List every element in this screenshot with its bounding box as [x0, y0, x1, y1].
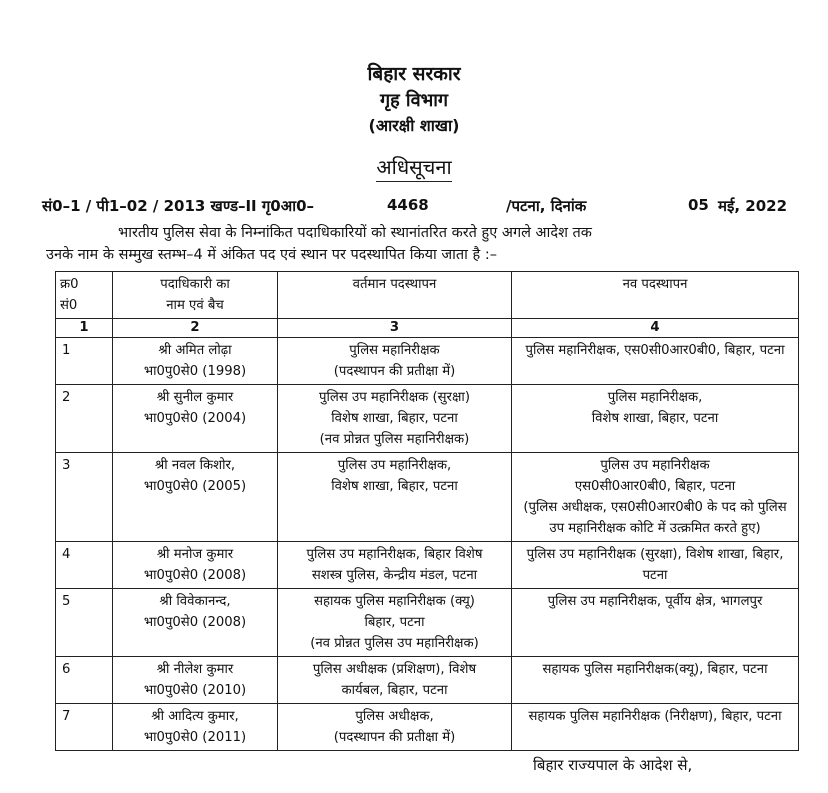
- table-row: [56, 589, 799, 657]
- officer-batch: भा0पु0से0 (2004): [143, 411, 247, 426]
- current-posting-cell: [278, 704, 512, 751]
- new-posting-cell: [512, 657, 799, 704]
- current-posting-line: पुलिस अधीक्षक,: [355, 709, 434, 724]
- current-posting-line: पुलिस अधीक्षक (प्रशिक्षण), विशेष: [312, 662, 477, 677]
- officer-name: श्री आदित्य कुमार,: [151, 709, 239, 724]
- officer-batch: भा0पु0से0 (2010): [143, 683, 247, 698]
- current-posting-cell: [278, 657, 512, 704]
- table-row: [56, 657, 799, 704]
- current-posting-line: (पदस्थापन की प्रतीक्षा में): [333, 364, 456, 379]
- transfer-table: [55, 271, 799, 751]
- current-posting-line: पुलिस उप महानिरीक्षक (सुरक्षा): [319, 390, 470, 405]
- column-number: 3: [278, 319, 512, 338]
- header-officer-line: पदाधिकारी का: [160, 277, 230, 292]
- serial-cell: 7: [56, 704, 113, 751]
- intro-line-2: उनके नाम के सम्मुख स्तम्भ–4 में अंकित पद एवं स्थान पर पदस्थापित किया जाता है :–: [46, 247, 497, 263]
- column-number: 4: [512, 319, 799, 338]
- new-posting-cell: [512, 385, 799, 453]
- table-row: [56, 385, 799, 453]
- new-posting-cell: [512, 542, 799, 589]
- serial-cell: 2: [56, 385, 113, 453]
- current-posting-line: (पदस्थापन की प्रतीक्षा में): [333, 730, 456, 745]
- officer-cell: [113, 542, 278, 589]
- officer-name: श्री विवेकानन्द,: [159, 594, 231, 609]
- new-posting-line: पुलिस महानिरीक्षक,: [607, 390, 703, 405]
- header-officer: [113, 272, 278, 319]
- header-officer-line: नाम एवं बैच: [166, 298, 224, 313]
- officer-name: श्री नवल किशोर,: [154, 458, 236, 473]
- header-current-posting: वर्तमान पदस्थापन: [278, 272, 512, 319]
- notification-title: [0, 153, 828, 180]
- table-row: [56, 542, 799, 589]
- current-posting-line: (नव प्रोन्नत पुलिस उप महानिरीक्षक): [310, 636, 479, 651]
- intro-paragraph: [46, 222, 798, 266]
- current-posting-cell: [278, 453, 512, 542]
- table-header-row: [56, 272, 799, 319]
- officer-batch: भा0पु0से0 (2008): [143, 568, 247, 583]
- new-posting-cell: [512, 338, 799, 385]
- officer-name: श्री अमित लोढ़ा: [158, 343, 232, 358]
- current-posting-line: सहायक पुलिस महानिरीक्षक (क्यू): [314, 594, 475, 609]
- current-posting-line: पुलिस उप महानिरीक्षक, बिहार विशेष: [306, 547, 483, 562]
- reference-number: सं0–1 / पी1–02 / 2013 खण्ड–II गृ0आ0–: [42, 197, 314, 215]
- new-posting-line: पुलिस उप महानिरीक्षक, पूर्वीय क्षेत्र, भागलपुर: [547, 594, 763, 609]
- department-heading: गृह विभाग: [379, 90, 449, 111]
- notification-title-text: अधिसूचना: [376, 155, 451, 182]
- government-heading: बिहार सरकार: [367, 63, 461, 85]
- new-posting-line: सहायक पुलिस महानिरीक्षक(क्यू), बिहार, पटना: [542, 662, 768, 677]
- header-serial-line: सं0: [60, 298, 78, 313]
- new-posting-line: (पुलिस अधीक्षक, एस0सी0आर0बी0 के पद को पुलिस: [523, 500, 787, 515]
- current-posting-line: पुलिस उप महानिरीक्षक,: [337, 458, 452, 473]
- current-posting-line: सशस्त्र पुलिस, केन्द्रीय मंडल, पटना: [311, 568, 478, 583]
- officer-cell: [113, 385, 278, 453]
- header-serial-line: क्र0: [60, 277, 79, 292]
- serial-cell: 5: [56, 589, 113, 657]
- column-number: 1: [56, 319, 113, 338]
- officer-name: श्री नीलेश कुमार: [156, 662, 234, 677]
- new-posting-cell: [512, 704, 799, 751]
- new-posting-line: सहायक पुलिस महानिरीक्षक (निरीक्षण), बिहार, पटना: [528, 709, 782, 724]
- new-posting-line: पुलिस महानिरीक्षक, एस0सी0आर0बी0, बिहार, पटना: [525, 343, 785, 358]
- table-row: [56, 704, 799, 751]
- date-month-year: मई, 2022: [718, 197, 788, 215]
- serial-cell: 6: [56, 657, 113, 704]
- serial-cell: 4: [56, 542, 113, 589]
- table-row: [56, 338, 799, 385]
- column-number: 2: [113, 319, 278, 338]
- branch-heading: (आरक्षी शाखा): [368, 116, 460, 135]
- serial-cell: 1: [56, 338, 113, 385]
- new-posting-cell: [512, 453, 799, 542]
- current-posting-line: विशेष शाखा, बिहार, पटना: [331, 479, 458, 494]
- signature-line: बिहार राज्यपाल के आदेश से,: [533, 756, 693, 774]
- current-posting-line: बिहार, पटना: [364, 615, 425, 630]
- new-posting-line: पुलिस उप महानिरीक्षक: [600, 458, 710, 473]
- officer-cell: [113, 589, 278, 657]
- header-new-posting: नव पदस्थापन: [512, 272, 799, 319]
- current-posting-cell: [278, 589, 512, 657]
- officer-name: श्री मनोज कुमार: [156, 547, 234, 562]
- current-posting-cell: [278, 385, 512, 453]
- current-posting-line: पुलिस महानिरीक्षक: [349, 343, 440, 358]
- officer-cell: [113, 704, 278, 751]
- officer-batch: भा0पु0से0 (2011): [143, 730, 247, 745]
- new-posting-line: विशेष शाखा, बिहार, पटना: [591, 411, 719, 426]
- new-posting-cell: [512, 589, 799, 657]
- date-day: 05: [688, 196, 709, 214]
- current-posting-line: कार्यबल, बिहार, पटना: [341, 683, 448, 698]
- serial-cell: 3: [56, 453, 113, 542]
- current-posting-line: विशेष शाखा, बिहार, पटना: [331, 411, 458, 426]
- new-posting-line: उप महानिरीक्षक कोटि में उत्क्रमित करते हुए): [549, 521, 761, 536]
- intro-line-1: भारतीय पुलिस सेवा के निम्नांकित पदाधिकारियों को स्थानांतरित करते हुए अगले आदेश तक: [118, 225, 592, 241]
- officer-cell: [113, 338, 278, 385]
- new-posting-line: पुलिस उप महानिरीक्षक (सुरक्षा), विशेष शाखा, बिहार,: [526, 547, 784, 562]
- officer-batch: भा0पु0से0 (2005): [143, 479, 247, 494]
- officer-cell: [113, 657, 278, 704]
- officer-batch: भा0पु0से0 (1998): [143, 364, 247, 379]
- column-number-row: [56, 319, 799, 338]
- current-posting-cell: [278, 338, 512, 385]
- officer-name: श्री सुनील कुमार: [156, 390, 234, 405]
- memo-number: 4468: [387, 196, 429, 214]
- place-date-label: /पटना, दिनांक: [506, 197, 587, 215]
- officer-batch: भा0पु0से0 (2008): [143, 615, 247, 630]
- current-posting-cell: [278, 542, 512, 589]
- header-serial: [56, 272, 113, 319]
- table-row: [56, 453, 799, 542]
- new-posting-line: एस0सी0आर0बी0, बिहार, पटना: [574, 479, 736, 494]
- new-posting-line: पटना: [642, 568, 668, 583]
- officer-cell: [113, 453, 278, 542]
- current-posting-line: (नव प्रोन्नत पुलिस महानिरीक्षक): [319, 432, 470, 447]
